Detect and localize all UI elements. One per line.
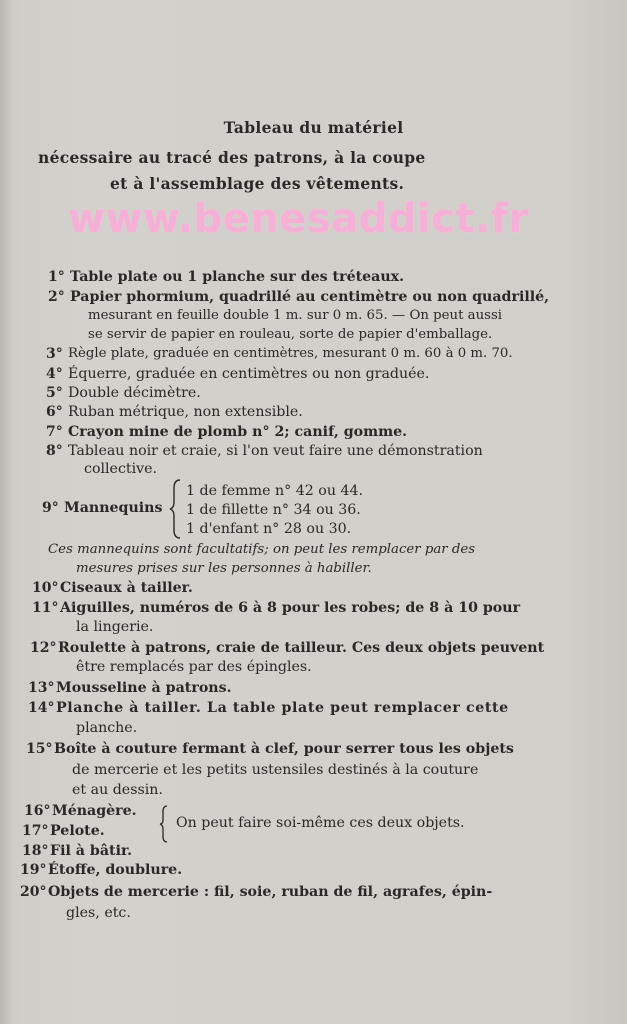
note-text: mesures prises sur les personnes à habiller. xyxy=(76,561,372,576)
item-number: 4° xyxy=(46,366,63,382)
item-number: 2° xyxy=(48,289,65,305)
item-number: 7° xyxy=(46,424,63,440)
mannequin-size: 1 de fillette n° 34 ou 36. xyxy=(186,502,361,518)
item-number: 20° xyxy=(20,884,47,900)
item-text: Boîte à couture fermant à clef, pour serrer tous les objets xyxy=(54,741,514,757)
heading-line-3: et à l'assemblage des vêtements. xyxy=(110,174,405,193)
item-text: Pelote. xyxy=(50,823,105,839)
item-text: Mousseline à patrons. xyxy=(56,680,232,696)
left-brace-icon xyxy=(158,805,170,843)
item-number: 3° xyxy=(46,346,63,362)
item-text: Objets de mercerie : fil, soie, ruban de fil, agrafes, épin- xyxy=(48,884,493,900)
item-number: 11° xyxy=(32,600,59,616)
note-text: Ces mannequins sont facultatifs; on peut les remplacer par des xyxy=(48,542,476,557)
item-text: planche. xyxy=(76,720,138,736)
item-number: 1° xyxy=(48,269,65,285)
item-number: 19° xyxy=(20,862,47,878)
item-text: Double décimètre. xyxy=(68,385,201,401)
item-text: la lingerie. xyxy=(76,619,154,635)
item-number: 10° xyxy=(32,580,59,596)
item-text: se servir de papier en rouleau, sorte de papier d'emballage. xyxy=(88,327,493,342)
item-text: On peut faire soi-même ces deux objets. xyxy=(176,815,465,831)
item-text: Planche à tailler. La table plate peut remplacer cette xyxy=(56,700,509,716)
item-text: collective. xyxy=(84,461,158,477)
item-number: 5° xyxy=(46,385,63,401)
item-number: 14° xyxy=(28,700,55,716)
heading-line-2: nécessaire au tracé des patrons, à la coupe xyxy=(38,148,426,167)
item-text: Aiguilles, numéros de 6 à 8 pour les robes; de 8 à 10 pour xyxy=(60,600,521,616)
item-text: Mannequins xyxy=(64,500,163,516)
item-text: Ménagère. xyxy=(52,803,137,819)
item-number: 13° xyxy=(28,680,55,696)
mannequin-size: 1 d'enfant n° 28 ou 30. xyxy=(186,521,352,537)
item-text: Ciseaux à tailler. xyxy=(60,580,193,596)
mannequin-size: 1 de femme n° 42 ou 44. xyxy=(186,483,364,499)
left-brace-icon xyxy=(168,478,184,540)
item-text: Roulette à patrons, craie de tailleur. Ces deux objets peuvent xyxy=(58,640,545,656)
item-text: Étoffe, doublure. xyxy=(48,862,183,878)
item-number: 16° xyxy=(24,803,51,819)
item-text: gles, etc. xyxy=(66,905,131,921)
item-text: Papier phormium, quadrillé au centimètre ou non quadrillé, xyxy=(70,289,550,305)
item-text: Table plate ou 1 planche sur des tréteaux. xyxy=(70,269,405,285)
item-number: 12° xyxy=(30,640,57,656)
item-text: être remplacés par des épingles. xyxy=(76,659,312,675)
item-text: Équerre, graduée en centimètres ou non graduée. xyxy=(68,366,430,382)
item-text: Ruban métrique, non extensible. xyxy=(68,404,303,420)
item-text: Tableau noir et craie, si l'on veut faire une démonstration xyxy=(68,443,483,459)
item-number: 8° xyxy=(46,443,63,459)
item-text: Fil à bâtir. xyxy=(50,843,133,859)
item-text: Règle plate, graduée en centimètres, mesurant 0 m. 60 à 0 m. 70. xyxy=(68,346,513,361)
item-text: de mercerie et les petits ustensiles destinés à la couture xyxy=(72,762,479,778)
item-number: 17° xyxy=(22,823,49,839)
watermark: www.benesaddict.fr xyxy=(68,196,529,242)
item-number: 9° xyxy=(42,500,59,516)
heading-line-1: Tableau du matériel xyxy=(223,118,404,137)
item-number: 15° xyxy=(26,741,53,757)
item-number: 18° xyxy=(22,843,49,859)
item-text: et au dessin. xyxy=(72,782,163,798)
item-text: Crayon mine de plomb n° 2; canif, gomme. xyxy=(68,424,408,440)
item-text: mesurant en feuille double 1 m. sur 0 m. 65. — On peut aussi xyxy=(88,308,503,323)
item-number: 6° xyxy=(46,404,63,420)
